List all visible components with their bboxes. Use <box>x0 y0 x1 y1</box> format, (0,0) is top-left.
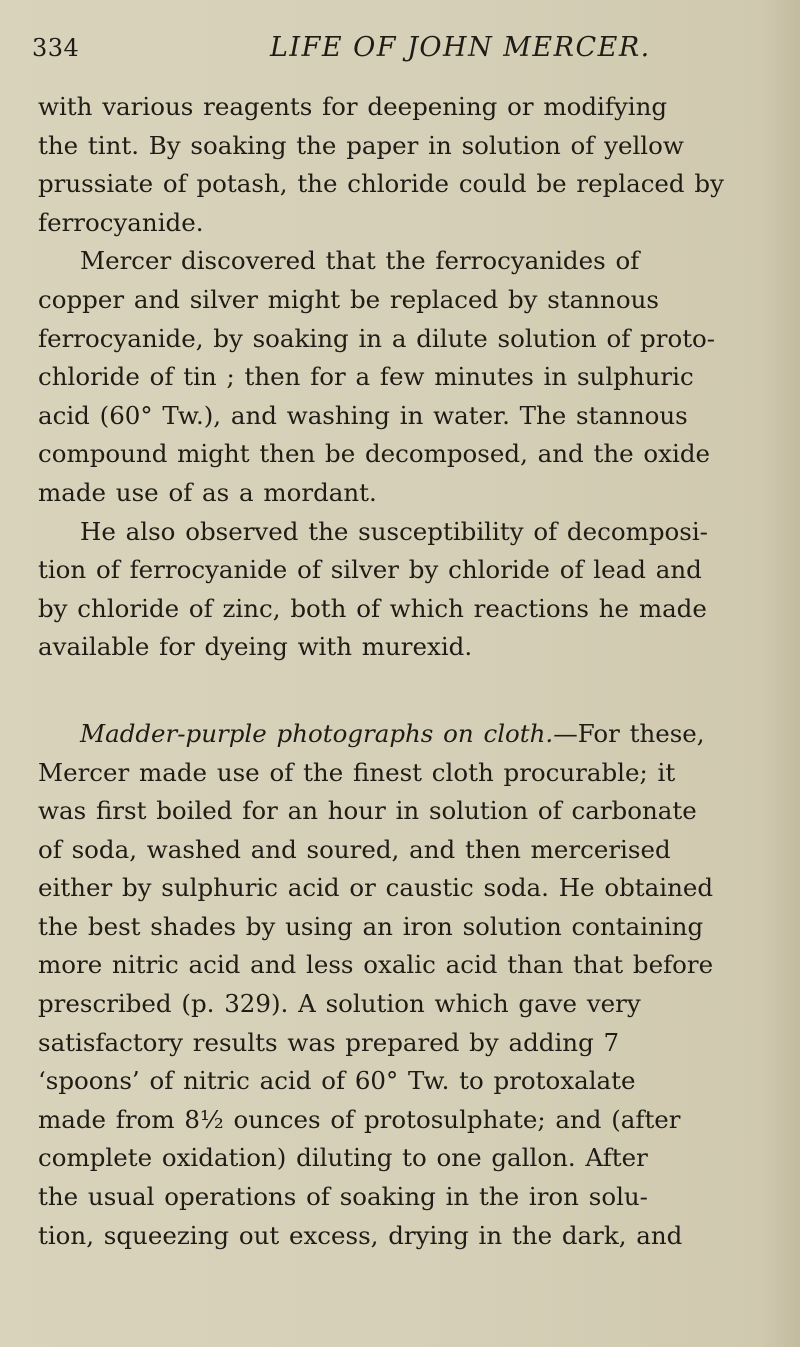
text-line: of soda, washed and soured, and then mercerised <box>38 834 671 864</box>
paragraph <box>38 88 783 242</box>
text-line: ferrocyanide, by soaking in a dilute solution of proto- <box>38 323 716 353</box>
text-line: available for dyeing with murexid. <box>38 632 473 662</box>
running-head: LIFE OF JOHN MERCER. <box>270 32 651 63</box>
text-line: made from 8½ ounces of protosulphate; and (after <box>38 1104 681 1134</box>
text-line: either by sulphuric acid or caustic soda. He obtained <box>38 873 714 903</box>
text-line: acid (60° Tw.), and washing in water. The stannous <box>38 400 688 430</box>
paragraph <box>38 513 783 667</box>
paragraph-gap <box>38 667 783 715</box>
section-lead-line <box>38 715 783 754</box>
body-text <box>38 88 783 1255</box>
text-line: tion of ferrocyanide of silver by chloride of lead and <box>38 555 702 585</box>
page-header <box>0 32 800 72</box>
text-line: tion, squeezing out excess, drying in the dark, and <box>38 1220 683 1250</box>
text-line: prussiate of potash, the chloride could be replaced by <box>38 169 724 199</box>
text-line: prescribed (p. 329). A solution which gave very <box>38 989 641 1019</box>
text-line: the best shades by using an iron solution containing <box>38 911 704 941</box>
text-line: the usual operations of soaking in the iron solu- <box>38 1182 648 1212</box>
text-line: was first boiled for an hour in solution of carbonate <box>38 796 697 826</box>
text-line: complete oxidation) diluting to one gallon. After <box>38 1143 648 1173</box>
page-number: 334 <box>32 34 80 62</box>
text-line: ferrocyanide. <box>38 207 204 237</box>
paragraph <box>38 242 783 512</box>
text-line: Mercer made use of the finest cloth procurable; it <box>38 757 676 787</box>
text-line: the tint. By soaking the paper in solution of yellow <box>38 130 684 160</box>
text-line: Mercer discovered that the ferrocyanides of <box>80 246 640 276</box>
text-line: satisfactory results was prepared by adding 7 <box>38 1027 620 1057</box>
section-lead-text: —For these, <box>553 718 705 748</box>
text-line: copper and silver might be replaced by stannous <box>38 284 659 314</box>
text-line: ‘spoons’ of nitric acid of 60° Tw. to protoxalate <box>38 1066 636 1096</box>
text-line: He also observed the susceptibility of decomposi- <box>80 516 708 546</box>
paragraph <box>38 715 783 1255</box>
text-line: by chloride of zinc, both of which reactions he made <box>38 593 707 623</box>
section-heading: Madder-purple photographs on cloth. <box>80 718 554 748</box>
text-line: chloride of tin ; then for a few minutes in sulphuric <box>38 362 694 392</box>
text-line: with various reagents for deepening or modifying <box>38 92 668 121</box>
text-line: made use of as a mordant. <box>38 477 377 507</box>
text-line: compound might then be decomposed, and the oxide <box>38 439 710 469</box>
text-line: more nitric acid and less oxalic acid than that before <box>38 950 714 980</box>
